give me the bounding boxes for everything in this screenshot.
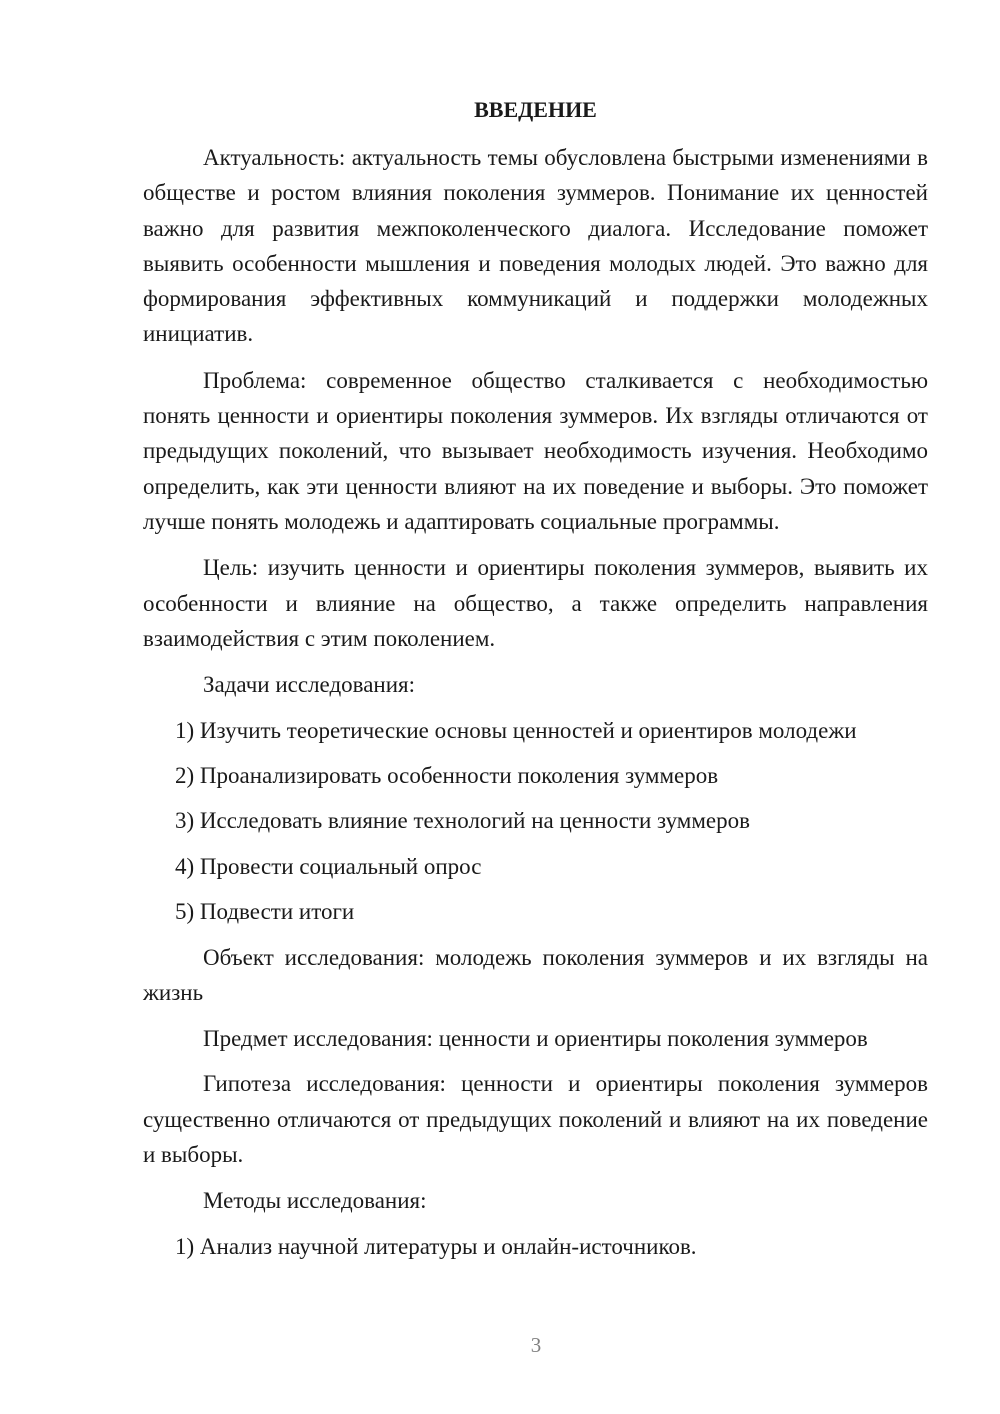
page-content (143, 92, 928, 1274)
subject-paragraph: Предмет исследования: ценности и ориентиры поколения зуммеров (203, 1026, 868, 1052)
task-item: 3) Исследовать влияние технологий на ценности зуммеров (175, 808, 750, 834)
method-item: 1) Анализ научной литературы и онлайн-источников. (175, 1233, 697, 1259)
task-item: 5) Подвести итоги (175, 899, 355, 925)
object-paragraph: Объект исследования: молодежь поколения зуммеров и их взгляды на жизнь (143, 944, 928, 1005)
section-title: ВВЕДЕНИЕ (474, 97, 597, 122)
task-item: 1) Изучить теоретические основы ценностей и ориентиров молодежи (175, 717, 857, 743)
goal-paragraph: Цель: изучить ценности и ориентиры поколения зуммеров, выявить их особенности и влияние на общество, а также определить направления взаимодействия с этим поколением. (143, 555, 928, 651)
page-number: 3 (530, 1333, 542, 1357)
tasks-heading: Задачи исследования: (203, 672, 416, 698)
task-item: 2) Проанализировать особенности поколения зуммеров (175, 762, 719, 788)
problem-paragraph: Проблема: современное общество сталкивается с необходимостью понять ценности и ориентиры поколения зуммеров. Их взгляды отличаются от предыдущих поколений, что вызывает необходимость изучения. Необходимо определить, как эти ценности влияют на их поведение и выборы. Это поможет лучше понять молодежь и адаптировать социальные программы. (143, 367, 928, 534)
task-item: 4) Провести социальный опрос (175, 853, 482, 879)
methods-heading: Методы исследования: (203, 1188, 427, 1214)
hypothesis-paragraph: Гипотеза исследования: ценности и ориентиры поколения зуммеров существенно отличаются от предыдущих поколений и влияют на их поведение и выборы. (143, 1071, 928, 1168)
relevance-paragraph: Актуальность: актуальность темы обусловлена быстрыми изменениями в обществе и ростом влияния поколения зуммеров. Понимание их ценностей важно для развития межпоколенческого диалога. Исследование поможет выявить особенности мышления и поведения молодых людей. Это важно для формирования эффективных коммуникаций и поддержки молодежных инициатив. (143, 145, 928, 347)
